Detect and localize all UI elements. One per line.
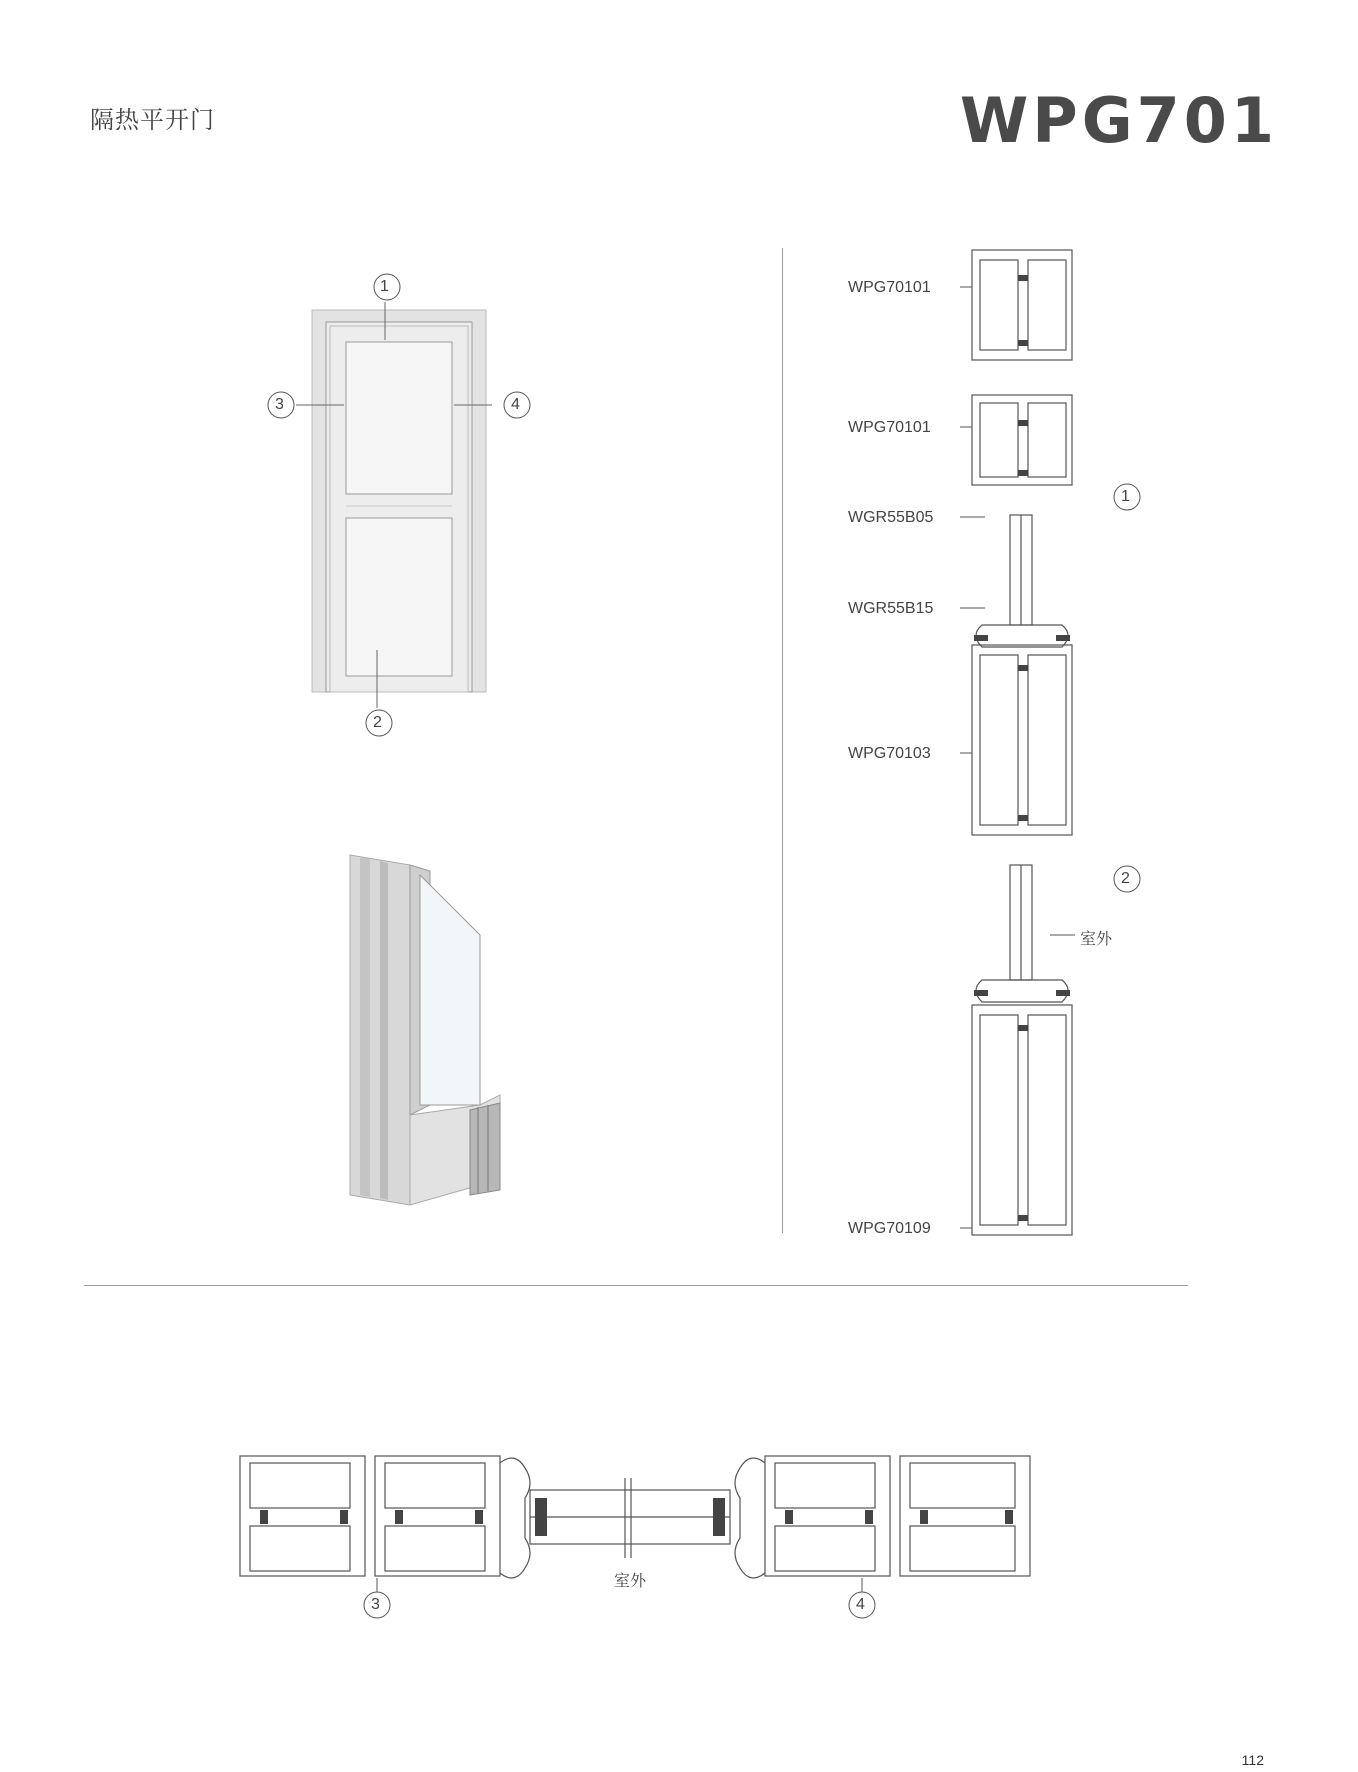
vertical-section-drawing	[960, 245, 1100, 1250]
vsection-marker-1: 1	[1121, 488, 1130, 505]
page-subtitle: 隔热平开门	[90, 107, 215, 134]
vsection-label-5: WPG70103	[848, 745, 931, 762]
vsection-label-2: WPG70101	[848, 419, 931, 436]
door-marker-1: 1	[380, 278, 389, 295]
vsection-label-3: WGR55B05	[848, 509, 934, 526]
door-elevation-drawing	[250, 260, 550, 750]
door-marker-2: 2	[373, 714, 382, 731]
page-number: 112	[1241, 1752, 1264, 1768]
profile-corner-render	[340, 845, 520, 1225]
horizontal-divider	[84, 1285, 1188, 1286]
vsection-marker-2: 2	[1121, 870, 1130, 887]
model-title: WPG701	[959, 84, 1278, 157]
vsection-label-6: WPG70109	[848, 1220, 931, 1237]
vertical-divider	[782, 248, 783, 1233]
vsection-label-4: WGR55B15	[848, 600, 934, 617]
hsection-marker-3: 3	[371, 1596, 380, 1613]
door-marker-4: 4	[511, 396, 520, 413]
hsection-outside-label: 室外	[614, 1573, 647, 1590]
vsection-label-1: WPG70101	[848, 279, 931, 296]
hsection-marker-4: 4	[856, 1596, 865, 1613]
vsection-outside-label: 室外	[1080, 931, 1113, 948]
door-marker-3: 3	[275, 396, 284, 413]
